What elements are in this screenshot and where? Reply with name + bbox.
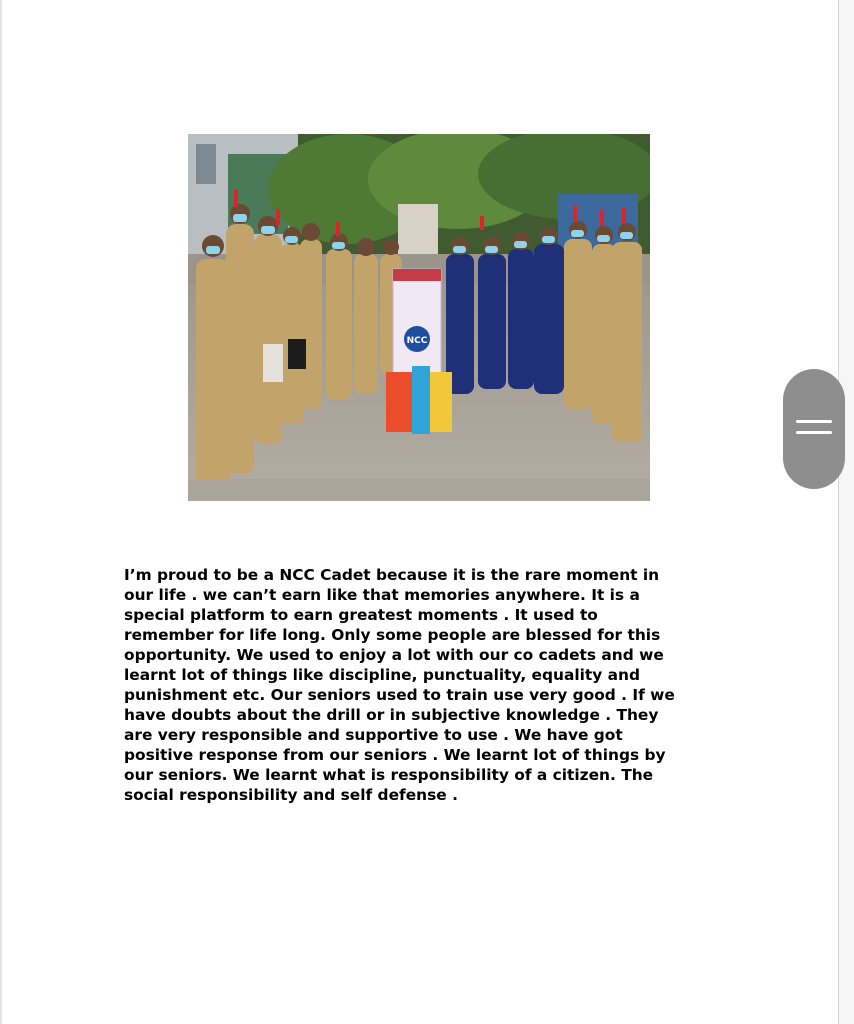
group-photo-illustration (188, 134, 650, 501)
document-page (2, 0, 838, 1024)
essay-paragraph: I’m proud to be a NCC Cadet because it is the rare moment in our life . we can’t earn like that memories anywhere. It is a special platform to earn greatest moments . It used to remember for life long. Only some people are blessed for this opportunity. We used to enjoy a lot with our co cadets and we learnt lot of things like discipline, punctuality, equality and punishment etc. Our seniors used to train use very good . If we have doubts about the drill or in subjective knowledge . They are very responsible and supportive to use . We have got positive response from our seniors . We learnt lot of things by our seniors. We learnt what is responsibility of a citizen. The social responsibility and self defense . (124, 566, 675, 804)
drag-handle-icon (796, 420, 832, 423)
ncc-cadets-group-photo (188, 134, 650, 501)
banner-caption: NCC (406, 336, 428, 346)
drag-handle-icon-line (796, 431, 832, 434)
right-gutter (838, 0, 854, 1024)
scroll-handle[interactable] (783, 369, 845, 489)
